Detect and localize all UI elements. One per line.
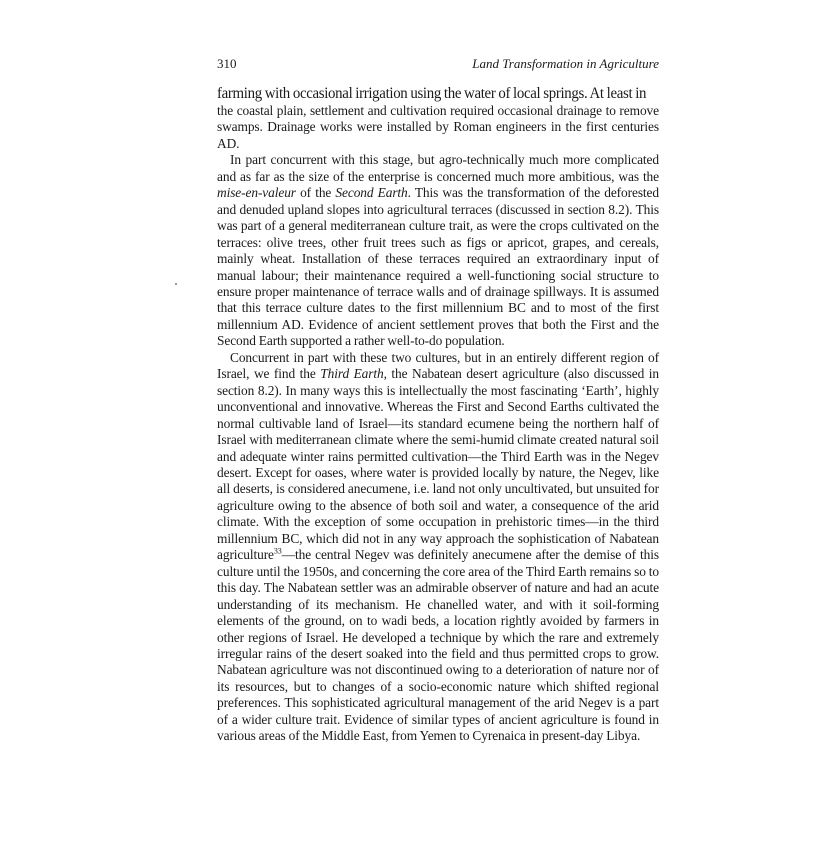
- paragraph-3-text-a: Concurrent in part with these two cultures, but in an entirely different region of Israel, we find the: [217, 349, 659, 382]
- paragraph-2-text-b: of the: [295, 185, 336, 201]
- page-header: [217, 56, 659, 74]
- term-second-earth: Second Earth: [335, 185, 408, 201]
- paragraph-2: [217, 152, 659, 349]
- continued-first-line: farming with occasional irrigation using the water of local springs. At least in: [217, 85, 647, 102]
- paragraph-3: [217, 350, 659, 745]
- paragraph-3-text-b: , the Nabatean desert agriculture (also discussed in section 8.2). In many ways this is intellectually the most fascinating ‘Earth’, highly unconventional and innovative. Whereas the First and Second Earths cultivated the normal cultivable land of Israel—its standard ecumene being the northern half of Israel with mediterranean climate where the semi-humid climate created natural soil and adequate winter rains permitted cultivation—the Third Earth was in the Negev desert. Except for oases, where water is provided locally by nature, the Negev, like all deserts, is considered anecumene, i.e. land not only uncultivated, but unsuited for agriculture owing to the absence of both soil and water, a consequence of the arid climate. With the exception of some occupation in prehistoric times—in the third millennium BC, which did not in any way approach the sophistication of Nabatean agriculture: [217, 366, 660, 563]
- paragraph-1-text: the coastal plain, settlement and cultivation required occasional drainage to remove swamps. Drainage works were installed by Roman engineers in the first centuries AD.: [217, 103, 659, 151]
- footnote-marker: 33: [273, 546, 282, 556]
- paragraph-3-text-c: —the central Negev was definitely anecumene after the demise of this culture until the 1950s, and concerning the core area of the Third Earth remains so to this day. The Nabatean settler was an admirable observer of nature and had an acute understanding of its mechanism. He chanelled water, and with it soil-forming elements of the ground, on to wadi beds, a location rightly avoided by farmers in other regions of Israel. He developed a technique by which the rare and extremely irregular rains of the desert soaked into the field and thus permitted crops to grow. Nabatean agriculture was not discontinued owing to a deterioration of nature nor of its resources, but to changes of a socio-economic nature which shifted regional preferences. This sophisticated agricultural management of the arid Negev is a part of a wider culture trait. Evidence of similar types of ancient agriculture is found in various areas of the Middle East, from Yemen to Cyrenaica in present-day Libya.: [217, 547, 659, 744]
- paragraph-1: [217, 84, 659, 152]
- term-third-earth: Third Earth: [320, 366, 384, 382]
- running-title: Land Transformation in Agriculture: [472, 56, 659, 71]
- paragraph-2-text-c: . This was the transformation of the deforested and denuded upland slopes into agricultural terraces (discussed in section 8.2). This was part of a general mediterranean culture trait, as were the crops cultivated on the terraces: olive trees, other fruit trees such as figs or apricot, grapes, and cereals, mainly wheat. Installation of these terraces required an extraordinary input of manual labour; their maintenance required a well-functioning social structure to ensure proper maintenance of terrace walls and of drainage spillways. It is assumed that this terrace culture dates to the first millennium BC and to most of the first millennium AD. Evidence of ancient settlement proves that both the First and the Second Earth supported a rather well-to-do population.: [217, 185, 659, 349]
- margin-speck: [175, 283, 177, 285]
- term-mise-en-valeur: mise-en-valeur: [217, 185, 296, 201]
- body-text: [217, 84, 659, 745]
- paragraph-2-text-a: In part concurrent with this stage, but agro-technically much more complicated and as far as the size of the enterprise is concerned much more ambitious, was the: [217, 152, 659, 184]
- page-number: 310: [217, 56, 237, 71]
